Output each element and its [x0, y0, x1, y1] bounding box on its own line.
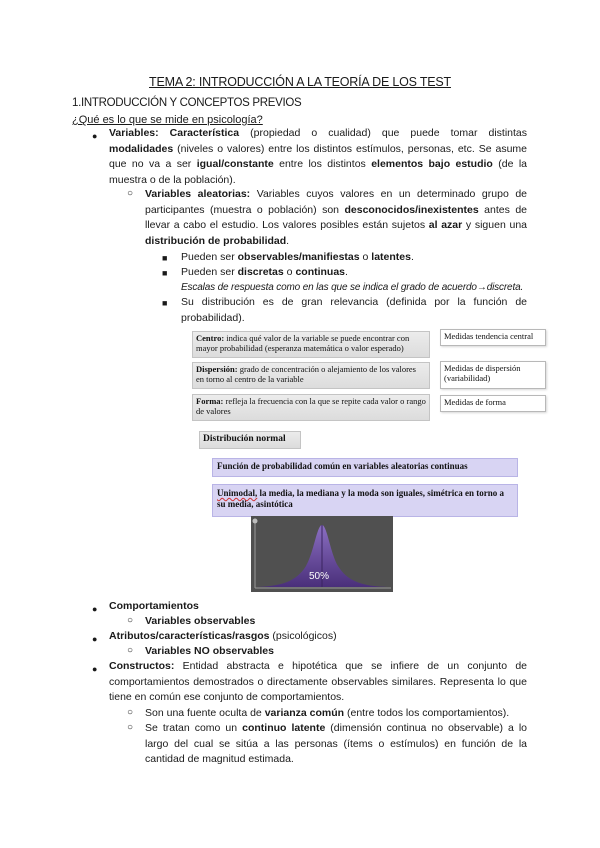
forma-box: Forma: refleja la frecuencia con la que se repite cada valor o rango de valores — [192, 394, 430, 421]
circle-bullet-icon: ○ — [127, 188, 134, 199]
square-bullet-icon: ■ — [162, 253, 168, 263]
bullet-icon: ● — [92, 131, 98, 141]
constructos-sub2: Se tratan como un continuo latente (dimensión continua no observable) a lo largo del cual se sitúa a las personas (ítems o estímulos) en función de la cantidad de magnitud estimada. — [145, 722, 527, 765]
sub-item-distribucion: Su distribución es de gran relevancia (definida por la función de probabilidad). — [181, 296, 527, 324]
variables-observables-item: Variables observables — [145, 615, 256, 627]
circle-bullet-icon: ○ — [127, 615, 134, 626]
distribucion-normal-box: Distribución normal — [199, 431, 301, 449]
variables-no-observables-item: Variables NO observables — [145, 645, 274, 657]
medidas-forma-box: Medidas de forma — [440, 395, 546, 412]
comportamientos-item: Comportamientos — [109, 600, 199, 612]
circle-bullet-icon: ○ — [127, 707, 134, 718]
square-bullet-icon: ■ — [162, 298, 168, 308]
funcion-box: Función de probabilidad común en variables aleatorias continuas — [212, 458, 518, 477]
medidas-tendencia-box: Medidas tendencia central — [440, 329, 546, 346]
constructos-sub1: Son una fuente oculta de varianza común (entre todos los comportamientos). — [145, 707, 510, 719]
section-heading: 1.INTRODUCCIÓN Y CONCEPTOS PREVIOS — [72, 97, 302, 109]
constructos-paragraph: Constructos: Entidad abstracta e hipotética que se infiere de un conjunto de comportamientos demostrados o directamente observables similares. Representa lo que tiene en común ese conjunto de comportamientos. — [109, 660, 527, 703]
page-title: TEMA 2: INTRODUCCIÓN A LA TEORÍA DE LOS TEST — [149, 75, 451, 89]
bullet-icon: ● — [92, 634, 98, 644]
medidas-dispersion-box: Medidas de dispersión (variabilidad) — [440, 361, 546, 389]
circle-bullet-icon: ○ — [127, 645, 134, 656]
escalas-note: Escalas de respuesta como en las que se indica el grado de acuerdo→discreta. — [181, 282, 524, 293]
unimodal-box: Unimodal, la media, la mediana y la moda son iguales, simétrica en torno a su media, asintótica — [212, 484, 518, 517]
aleatorias-paragraph: Variables aleatorias: Variables cuyos valores en un determinado grupo de participantes (muestra o población) son desconocidos/inexistentes antes de llevar a cabo el estudio. Los valores posibles están sujetos al azar y siguen una distribución de probabilidad. — [145, 188, 528, 247]
centro-box: Centro: indica qué valor de la variable se puede encontrar con mayor probabilidad (esperanza matemática o valor esperado) — [192, 331, 430, 358]
bullet-icon: ● — [92, 604, 98, 614]
normal-curve-chart — [251, 516, 393, 592]
variables-paragraph: Variables: Característica (propiedad o cualidad) que puede tomar distintas modalidades (niveles o valores) entre los distintos estímulos, personas, etc. Se asume que no va a ser igual/constante entre los distintos elementos bajo estudio (de la muestra o de la población). — [109, 127, 527, 186]
circle-bullet-icon: ○ — [127, 722, 134, 733]
bullet-icon: ● — [92, 664, 98, 674]
square-bullet-icon: ■ — [162, 268, 168, 278]
sub-item-observables: Pueden ser observables/manifiestas o latentes. — [181, 251, 414, 263]
atributos-item: Atributos/características/rasgos (psicológicos) — [109, 630, 337, 642]
percent-label: 50% — [309, 571, 330, 582]
sub-item-discretas: Pueden ser discretas o continuas. — [181, 266, 348, 278]
question-heading: ¿Qué es lo que se mide en psicología? — [72, 114, 263, 126]
dispersion-box: Dispersión: grado de concentración o alejamiento de los valores en torno al centro de la variable — [192, 362, 430, 389]
